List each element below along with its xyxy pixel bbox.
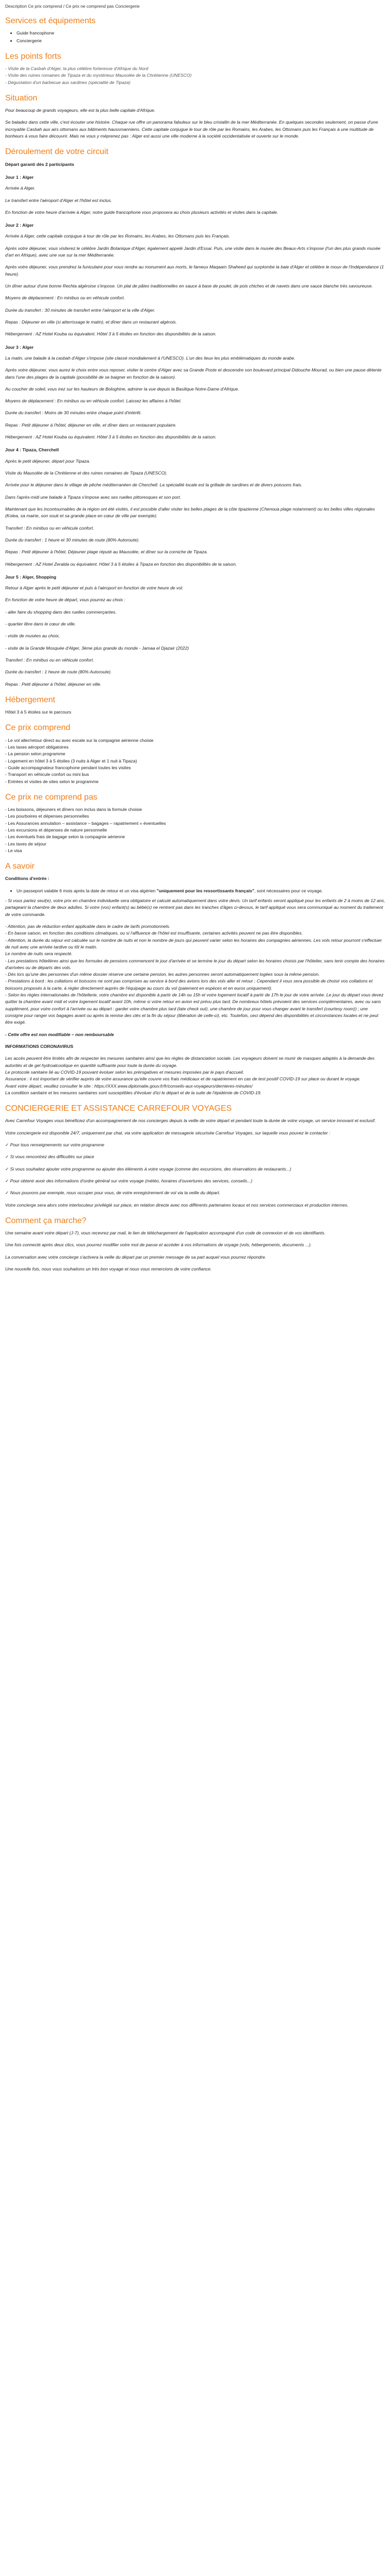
day-3-title: Jour 3 : Alger bbox=[5, 344, 34, 350]
meta-line: Hébergement : AZ Hotel Zeralda ou équivalent. Hôtel 3 à 5 étoiles à Tipaza en fonction des disponibilités de la saison. bbox=[5, 561, 237, 567]
non-modifiable-notice: - Cette offre est non modifiable – non remboursable bbox=[5, 1031, 114, 1037]
list-item: ✓ Nous pouvons par exemple, nous occuper pour vous, de votre enregistrement de vol via la veille du départ. bbox=[5, 1190, 221, 1196]
depart-garanti: Départ garanti dès 2 participants bbox=[5, 161, 74, 167]
situation-title: Situation bbox=[5, 93, 38, 103]
paragraph: Au coucher de soleil, vous irez sur les hauteurs de Bologhine, admirer la vue depuis la Basilique Notre-Dame d'Afrique. bbox=[5, 386, 239, 392]
list-item: - Les Assurances annulation – assistance – bagages – rapatriement « éventuelles bbox=[5, 820, 166, 826]
condition-emphasis: "uniquement pour les ressortissants français" bbox=[156, 888, 254, 893]
paragraph: - Si vous partez seul(e), votre prix en chambre individuelle sera obligatoire et calculé automatiquement dans votre devis. Un tarif enfants seront appliqué pour les enfants de 2 à moins de 12 ans, partageant la chambre de deux adultes. Si votre (vos) enfant(s) au bébé(s) ne rentrent pas dans les tranches d'âges ci-dessus, le tarif appliqué vous sera communiqué au moment du traitement de votre commande. bbox=[5, 898, 385, 917]
meta-line: Repas : Petit déjeuner à l'hôtel, déjeuner en ville, et dîner dans un restaurant populaire. bbox=[5, 422, 177, 428]
paragraph: - aller faire du shopping dans des ruelles commerçantes. bbox=[5, 609, 117, 615]
paragraph: Assurance : il est important de vérifier auprès de votre assurance qu'elle couvre vos frais médicaux et de rapatriement en cas de test positif COVID-19 sur place ou durant le voyage. bbox=[5, 1076, 361, 1082]
paragraph: - Attention, la durée du séjour est calculée sur le nombre de nuits et non le nombre de jours qui peuvent varier selon les horaires des compagnies aériennes. Les vols retour pourront s'effectuer de nuit avec une arrivée tardive ou tôt le matin. bbox=[5, 937, 382, 950]
points-forts-title: Les points forts bbox=[5, 52, 61, 61]
day-1-title: Jour 1 : Alger bbox=[5, 174, 34, 180]
list-item: - Les éventuels frais de bagage selon la compagnie aérienne bbox=[5, 834, 125, 840]
prix-ne-comprend-section bbox=[5, 792, 386, 854]
list-item: ✓ Si vous rencontrez des difficultés sur place bbox=[5, 1154, 94, 1160]
list-item: - Les excursions et dépenses de nature personnelle bbox=[5, 827, 107, 833]
paragraph: - En basse saison, en fonction des conditions climatiques, ou si l'affluence de l'hôtel est insuffisante, certaines activités peuvent ne pas être disponibles. bbox=[5, 930, 303, 936]
paragraph: - quartier libre dans le cœur de ville. bbox=[5, 621, 76, 627]
paragraph: - visite de la Grande Mosquée d'Alger, 3ème plus grande du monde - Jamaa el Djazair (2022) bbox=[5, 645, 189, 651]
list-item: • Conciergerie bbox=[17, 38, 386, 44]
paragraph: En fonction de votre heure de départ, vous pourrez au choix : bbox=[5, 597, 126, 603]
condition-text-end: , sont nécessaires pour ce voyage. bbox=[254, 888, 323, 893]
meta-line: Moyens de déplacement : En minibus ou en véhicule confort. Laissez les affaires à l'hôtel. bbox=[5, 398, 182, 404]
conciergerie-section bbox=[5, 1104, 386, 1209]
paragraph: Avant votre départ, veuillez consulter le site : https://XXX.www.diplomatie.gouv.fr/fr/conseils-aux-voyageurs/dernieres-minutes/ bbox=[5, 1083, 253, 1089]
paragraph: - Prestations à bord : les collations et boissons ne sont pas comprises au service à bord des avions lors des vols aller et retour ; Cependant il vous sera possible de choisir vos collations et boissons proposés à la carte, à régler directement auprès de l'équipage au cours du vol (paiement en espèces et en euros uniquement). bbox=[5, 978, 373, 991]
paragraph: Arrivée pour le déjeuner dans le village de pêche méditerranéen de Cherchell. La spécialité locale est la grillade de sardines et de divers poissons frais. bbox=[5, 482, 303, 488]
paragraph: Avec Carrefour Voyages vous bénéficiez d'un accompagnement de nos concierges depuis la veille de votre départ et pendant toute la durée de votre voyage, un service innovant et exclusif. bbox=[5, 1118, 376, 1124]
meta-line: Hébergement : AZ Hotel Kouba ou équivalent. Hôtel 3 à 5 étoiles en fonction des disponibilités de la saison. bbox=[5, 331, 217, 337]
paragraph: Une nouvelle fois, nous vous souhaitons un très bon voyage et nous vous remercions de votre confiance. bbox=[5, 1266, 212, 1272]
paragraph: - Attention, pas de réduction enfant applicable dans le cadre de tarifs promotionnels. bbox=[5, 923, 171, 929]
covid-title: INFORMATIONS CORONAVIRUS bbox=[5, 1043, 73, 1049]
paragraph: Votre conciergerie est disponible 24/7, uniquement par chat, via votre application de messagerie sécurisée Carrefour Voyages, sur laquelle vous pouvez le contacter : bbox=[5, 1130, 331, 1136]
meta-line: Repas : Petit déjeuner à l'hôtel, déjeuner en ville. bbox=[5, 681, 102, 687]
meta-line: Durée du transfert : 1 heure et 30 minutes de route (80% Autoroute). bbox=[5, 537, 140, 543]
conditions-list bbox=[5, 888, 386, 894]
paragraph: Après le petit déjeuner, départ pour Tipaza. bbox=[5, 458, 90, 464]
hebergement-text: Hôtel 3 à 5 étoiles sur le parcours bbox=[5, 709, 72, 715]
conditions-title: Conditions d'entrée : bbox=[5, 876, 50, 882]
day-4-title: Jour 4 : Tipaza, Cherchell bbox=[5, 447, 59, 453]
comment-section bbox=[5, 1216, 386, 1273]
circuit-section bbox=[5, 147, 386, 688]
a-savoir-section bbox=[5, 861, 386, 1096]
conciergerie-title: CONCIERGERIE ET ASSISTANCE CARREFOUR VOYAGES bbox=[5, 1104, 232, 1113]
paragraph: - Les prestations hôtelières ainsi que les formules de pensions commencent le jour d'arrivée et se termine le jour du départ selon les horaires choisis par l'hôtelier, sans tenir compte des horaires d'arrivées ou de départs des vols. bbox=[5, 958, 385, 970]
paragraph: La matin, une balade à la casbah d'Alger s'impose (site classé mondialement à l'UNESCO). L'un des lieux les plus emblématiques du monde arabe. bbox=[5, 355, 296, 361]
list-item: - Guide accompagnateur francophone pendant toutes les visites bbox=[5, 765, 131, 770]
paragraph: En fonction de votre heure d'arrivée à Alger, notre guide francophone vous proposera au choix plusieurs activités et visites dans la capitale. bbox=[5, 209, 279, 215]
hebergement-section bbox=[5, 695, 386, 716]
day-5-title: Jour 5 : Alger, Shopping bbox=[5, 574, 56, 580]
list-item: - Les boissons, déjeuners et dîners non inclus dans la formule choisie bbox=[5, 807, 142, 812]
meta-line: Moyens de déplacement : En minibus ou en véhicule confort. bbox=[5, 295, 125, 301]
paragraph: Le nombre de nuits sera respecté. bbox=[5, 951, 73, 957]
meta-line: Repas : Petit déjeuner à l'hôtel, Déjeuner plage réputé au Mausolée, et dîner sur la corniche de Tipaza. bbox=[5, 549, 208, 555]
list-item: - Le vol aller/retour direct au avec escale sur la compagnie aérienne choisie bbox=[5, 737, 154, 743]
list-item: - Les taxes de séjour bbox=[5, 841, 46, 846]
paragraph: Visite du Mausolée de la Chrétienne et des ruines romaines de Tipaza (UNESCO). bbox=[5, 470, 168, 476]
situation-section bbox=[5, 93, 386, 140]
paragraph: Maintenant que les incontournables de la région ont été visités, il est possible d'aller visiter les belles plages de la côte tipazienne (Chenoua plage notamment) ou les belles villes régionales (Kolea, sa mairie, son souk et sa grande place en cœur de ville par exemple). bbox=[5, 506, 375, 519]
paragraph: Votre concierge sera alors votre interlocuteur privilégié sur place, en relation directe avec nos différents partenaires locaux et nos services commerciaux et production internes. bbox=[5, 1202, 349, 1208]
paragraph: Après votre déjeuner, vous prendrez la funiculaire pour vous rendre au monument aux morts, le fameux Maqaam Shaheed qui surplombe la baie d'Alger et célèbre le mouv de l'Indépendance (1 heure). bbox=[5, 264, 384, 277]
paragraph: Une semaine avant votre départ (J-7), vous recevrez par mail, le lien de téléchargement de l'application accompagné d'un code de connexion et de vos identifiants. bbox=[5, 1230, 325, 1236]
meta-line: Transfert : En minibus ou en véhicule confort. bbox=[5, 525, 94, 531]
list-item: - Le visa bbox=[5, 848, 22, 853]
tab-bar[interactable]: Description Ce prix comprend / Ce prix ne comprend pas Conciergerie bbox=[5, 4, 140, 9]
day-2-title: Jour 2 : Alger bbox=[5, 223, 34, 228]
list-item: - Entrées et visites de sites selon le programme bbox=[5, 778, 99, 784]
paragraph: Se baladez dans cette ville, c'est écouter une histoire. Chaque rue offre un panorama fabuleux sur le bleu cristallin de la mer Méditerranée. En quelques secondes seulement, on passe d'une incroyable Casbah aux airs ottomans aux bâtiments haussmanniens. Cette capitale conjugue le tour de rôle par les Romains, les Arabes, les Ottomans puis les Français à une multitude de bonheurs à vous faire découvrir. Mais ne vous y méprenez pas : Alger est aussi une ville moderne à la société occidentalisée et ouverte sur le monde. bbox=[5, 120, 378, 139]
paragraph: Arrivée à Alger, cette capitale conjugue à tour de rôle par les Romains, les Arabes, les Ottomans puis les Français. bbox=[5, 233, 230, 239]
prix-ne-comprend-title: Ce prix ne comprend pas bbox=[5, 792, 97, 802]
list-item: - Les taxes aéroport obligatoires bbox=[5, 744, 69, 750]
prix-comprend-title: Ce prix comprend bbox=[5, 723, 71, 733]
condition-text: Un passeport valable 6 mois après la date de retour et un visa algérien bbox=[17, 888, 157, 893]
list-item bbox=[17, 888, 386, 894]
list-item: - Visite de la Casbah d'Alger, la plus célèbre forteresse d'Afrique du Nord bbox=[5, 66, 149, 72]
circuit-title: Déroulement de votre circuit bbox=[5, 147, 109, 157]
meta-line: Durée du transfert : 1 heure de route (80% Autoroute). bbox=[5, 669, 112, 675]
paragraph: Le transfert entre l'aéroport d'Alger et l'hôtel est inclus. bbox=[5, 197, 112, 203]
hebergement-title: Hébergement bbox=[5, 695, 55, 704]
paragraph: Un dîner autour d'une bonne Rechta algéroise s'impose. Un plat de pâtes traditionnelles en sauce à base de poulet, de pois chiches et de navets dans une sauce blanche très savoureuse. bbox=[5, 283, 373, 289]
paragraph: Les accès peuvent être limités afin de respecter les mesures sanitaires ainsi que les règles de distanciation sociale. Les voyageurs doivent se munir de masques adaptés à la demande des autorités et de gel hydroalcoolique en quantité suffisante pour toute la durée du voyage. bbox=[5, 1056, 375, 1068]
list-item: ✓ Pour obtenir avoir des informations d'ordre général sur votre voyage (météo, horaires d'ouvertures des services, conseils...) bbox=[5, 1178, 253, 1183]
list-item: - La pension selon programme bbox=[5, 751, 66, 757]
list-item: - Les pourboires et dépenses personnelles bbox=[5, 814, 89, 819]
meta-line: Transfert : En minibus ou en véhicule confort. bbox=[5, 657, 94, 663]
list-item: • Guide francophone bbox=[17, 30, 386, 37]
paragraph: La conversation avec votre concierge s'activera la veille du départ par un premier message de sa part auquel vous pourrez répondre. bbox=[5, 1254, 267, 1260]
paragraph: Arrivée à Alger. bbox=[5, 185, 36, 191]
list-item: - Dégustation d'un barbecue aux sardines (spécialité de Tipaza) bbox=[5, 79, 131, 85]
list-item: ✓ Si vous souhaitez ajouter votre programme ou ajouter des éléments à votre voyage (comme des excursions, des réservations de restaurants...) bbox=[5, 1166, 291, 1172]
paragraph: Pour beaucoup de grands voyageurs, elle est la plus belle capitale d'Afrique. bbox=[5, 108, 156, 113]
list-item: - Visite des ruines romaines de Tipaza et du mystérieux Mausolée de la Chrétienne (UNESCO) bbox=[5, 73, 192, 78]
comment-title: Comment ça marche? bbox=[5, 1216, 87, 1225]
list-item: ✓ Pour tous renseignements sur votre programme bbox=[5, 1142, 105, 1147]
meta-line: Hébergement : AZ Hotel Kouba ou équivalent. Hôtel 3 à 5 étoiles en fonction des disponibilités de la saison. bbox=[5, 434, 217, 440]
a-savoir-title: A savoir bbox=[5, 862, 35, 871]
services-list bbox=[5, 30, 386, 44]
services-section bbox=[5, 16, 386, 44]
meta-line: Durée du transfert : 30 minutes de transfert entre l'aéroport et la ville d'Alger. bbox=[5, 307, 155, 313]
list-item: - Logement en hôtel 3 à 5 étoiles (3 nuits à Alger et 1 nuit à Tipaza) bbox=[5, 758, 137, 764]
meta-line: Durée du transfert : Moins de 30 minutes entre chaque point d'intérêt. bbox=[5, 410, 142, 416]
paragraph: Après votre déjeuner, vous visiterez le célèbre Jardin Botanique d'Alger, également appelé Jardin d'Essai. Puis, une visite dans le musée des Beaux-Arts s'impose (l'un des plus grands musée d'art en Afrique), avec une vue sur la mer Méditerranée. bbox=[5, 245, 381, 258]
paragraph: - Dès lors qu'une des personnes d'un même dossier réserve une certaine pension, les autres personnes seront automatiquement logées sous la même pension. bbox=[5, 972, 320, 977]
paragraph: - Selon les règles internationales de l'hôtellerie, votre chambre est disponible à partir de 14h ou 15h et votre logement locatif à partir de 17h le jour de votre arrivée. Le jour du départ vous devez quitter la chambre avant midi et votre logement locatif avant 10h, même si votre retour en avion est prévu plus tard. De nombreux hôtels prévoient des services complémentaires, avec ou sans supplément, pour votre confort à l'arrivée ou au départ : garder votre chambre plus tard (late check out), une chambre de jour pour vous changer avant le transfert (courtesy room)) ; une consigne pour ranger vos bagages avant ou après la remise des clés et la fin du séjour (libération de celle-ci), etc. Toutefois, ceci dépend des disponibilités et circonstances locales et ne peut être exigé. bbox=[5, 992, 384, 1025]
paragraph: Retour à Alger après le petit déjeuner et puis à l'aéroport en fonction de votre heure de vol. bbox=[5, 585, 184, 591]
services-title: Services et équipements bbox=[5, 16, 96, 26]
meta-line: Repas : Déjeuner en ville (si atterrissage le matin), et dîner dans un restaurant algérois. bbox=[5, 319, 177, 325]
paragraph: - visite de musées au choix, bbox=[5, 633, 60, 639]
points-forts-section bbox=[5, 52, 386, 86]
paragraph: Une fois connecté après deux clics, vous pourrez modifier votre mot de passe et accéder à vos informations de voyage (vols, hébergements, documents ...). bbox=[5, 1242, 312, 1248]
paragraph: La condition sanitaire et les mesures sanitaires sont susceptibles d'évoluer d'ici le départ et de la suite de l'épidémie de COVID-19. bbox=[5, 1090, 262, 1095]
prix-comprend-section bbox=[5, 723, 386, 785]
list-item: - Transport en véhicule confort ou mini bus bbox=[5, 772, 89, 777]
paragraph: Après votre déjeuner, vous aurez le choix entre vous reposer, visiter le centre d'Alger avec sa Grande Poste et descendre son boulevard principal Didouche Mourad, ou bien une pause détente dans l'une des plages de la capitale (possibilité de se baigner en fonction de la saison). bbox=[5, 367, 382, 380]
paragraph: Le protocole sanitaire lié au COVID-19 pouvant évoluer selon les prérogatives et mesures imposées par le pays d'accueil. bbox=[5, 1069, 245, 1075]
paragraph: Dans l'après-midi une balade à Tipaza s'impose avec ses ruelles pittoresques et son port. bbox=[5, 494, 181, 500]
